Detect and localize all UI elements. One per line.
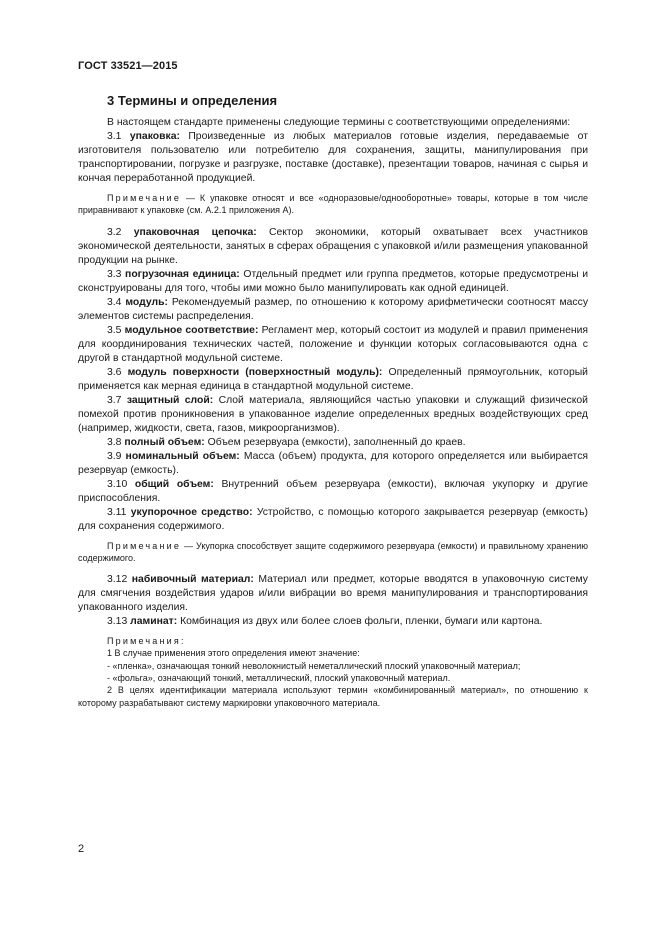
term-name: укупорочное средство: — [130, 506, 253, 518]
note-item: - «фольга», означающий тонкий, металлический, плоский упаковочный материал. — [107, 673, 451, 684]
term-item: 3.2 упаковочная цепочка: Сектор экономики, который охватывает всех участников экономической деятельности, занятых в сферах обращения с упаковкой и/или размещения упакованной продукции на рынке. — [78, 226, 589, 266]
term-name: ламинат: — [130, 616, 178, 628]
section-title: 3 Термины и определения — [107, 93, 278, 108]
term-name: упаковочная цепочка: — [133, 226, 257, 238]
note-paragraph: Примечание — К упаковке относят и все «одноразовые/однооборотные» товары, которые в том числе приравнивают к упаковке (см. А.2.1 приложения А). — [78, 193, 588, 216]
page-number: 2 — [78, 843, 85, 855]
term-item: 3.6 модуль поверхности (поверхностный модуль): Определенный прямоугольник, который применяется как мерная единица в стандартной модульной системе. — [78, 366, 588, 392]
term-name: номинальный объем: — [125, 450, 240, 462]
notes-heading: Примечания: — [107, 636, 186, 647]
note-item: 1 В случае применения этого определения имеют значение: — [107, 648, 360, 659]
document-header: ГОСТ 33521—2015 — [78, 60, 178, 72]
note-paragraph: Примечание — Укупорка способствует защите содержимого резервуара (емкости) и правильному хранению содержимого. — [78, 540, 588, 563]
term-item: 3.9 номинальный объем: Масса (объем) продукта, для которого определяется или выбирается резервуар (емкость). — [78, 450, 589, 476]
term-item: 3.4 модуль: Рекомендуемый размер, по отношению к которому арифметически соотносят массу элементов системы распределения. — [78, 296, 589, 322]
term-item: 3.7 защитный слой: Слой материала, являющийся частью упаковки и служащий физической помехой против проникновения в упакованное изделие определенных вредных воздействующих сред (например, жидкости, света, газов, микроорганизмов). — [78, 394, 588, 434]
intro-paragraph: В настоящем стандарте применены следующие термины с соответствующими определениями: — [107, 117, 571, 128]
term-name: набивочный материал: — [131, 574, 254, 586]
term-item: 3.13 ламинат: Комбинация из двух или более слоев фольги, пленки, бумаги или картона. — [107, 616, 543, 628]
term-item: 3.3 погрузочная единица: Отдельный предмет или группа предметов, которые предусмотрены и сконструированы для того, чтобы ими можно было манипулировать как одной единицей. — [78, 268, 589, 294]
term-item: 3.12 набивочный материал: Материал или предмет, которые вводятся в упаковочную систему для смягчения воздействия ударов и/или вибрации во время манипулирования и транспортирования упакованного изделия. — [78, 574, 588, 614]
term-item: 3.8 полный объем: Объем резервуара (емкости), заполненный до краев. — [107, 436, 466, 448]
term-name: общий объем: — [134, 478, 214, 490]
note-item: - «пленка», означающая тонкий неволокнистый неметаллический плоский упаковочный материал; — [107, 660, 521, 671]
term-item: 3.5 модульное соответствие: Регламент мер, который состоит из модулей и правил применения для координирования технических частей, положение и функции которых согласовываются одна с другой в стандартной модульной системе. — [78, 324, 589, 364]
term-name: модуль поверхности (поверхностный модуль): — [127, 366, 383, 378]
term-item: 3.1 упаковка: Произведенные из любых материалов готовые изделия, передаваемые от изготовителя пользователю или потребителю для сохранения, защиты, манипулирования при транспортировании, погрузке и разгрузке, поставке (доставке), презентации товаров, начиная с сырья и кончая переработанной продукцией. — [78, 131, 588, 184]
term-name: модульное соответствие: — [124, 324, 259, 336]
term-item: 3.11 укупорочное средство: Устройство, с помощью которого закрывается резервуар (емкость) для сохранения содержимого. — [78, 506, 589, 532]
note-item: 2 В целях идентификации материала используют термин «комбинированный материал», по отношению к которому разрабатывают систему маркировки упаковочного материала. — [78, 685, 588, 708]
term-name: модуль: — [125, 296, 168, 308]
term-name: погрузочная единица: — [125, 268, 240, 280]
term-name: защитный слой: — [126, 394, 214, 406]
term-item: 3.10 общий объем: Внутренний объем резервуара (емкости), включая укупорку и другие приспособления. — [78, 478, 589, 504]
term-name: упаковка: — [129, 131, 180, 142]
term-name: полный объем: — [124, 436, 205, 448]
document-body — [78, 116, 588, 709]
